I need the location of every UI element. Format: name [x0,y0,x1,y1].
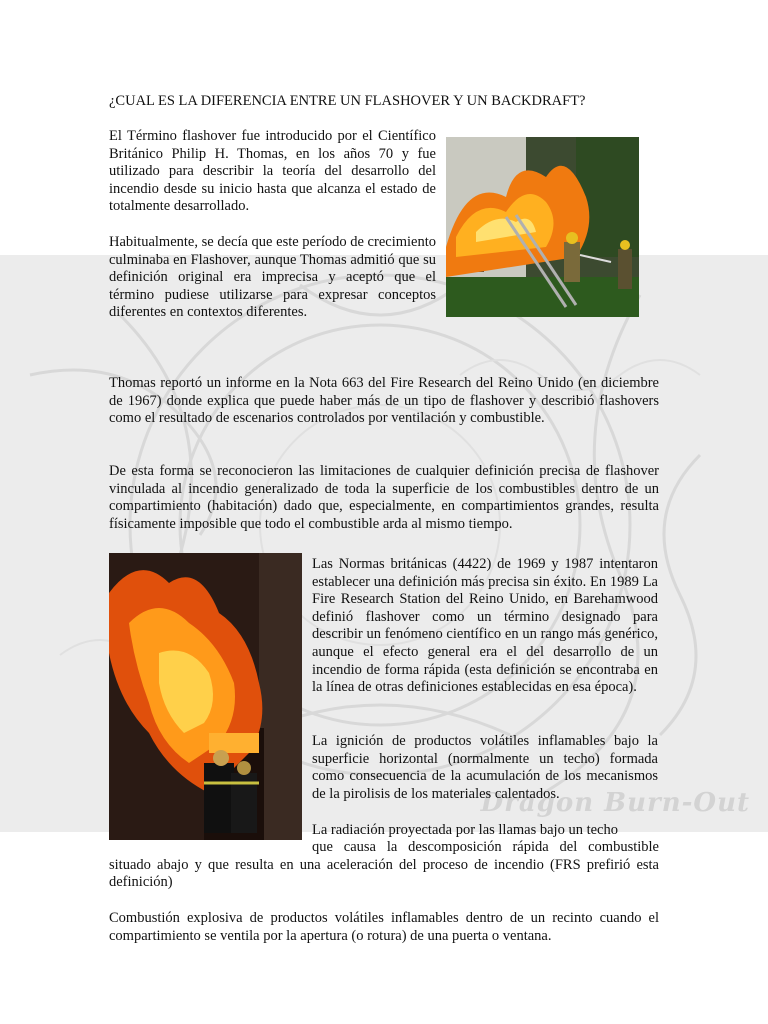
paragraph-2: Habitualmente, se decía que este período de crecimiento culminaba en Flashover, aunque Thomas admitió que su definición original era imprecisa y aceptó que el término pudiese utilizarse para expresar conceptos diferentes en contextos diferentes. [109,234,436,321]
paragraph-7-line-1: La radiación proyectada por las llamas bajo un techo [312,822,618,838]
paragraph-7-wrap [109,839,659,892]
paragraph-5: Las Normas británicas (4422) de 1969 y 1987 intentaron establecer una definición más precisa sin éxito. En 1989 La Fire Research Station del Reino Unido, en Barehamwood definió flashover como un término designado para describir un fenómeno científico en un rango más genérico, aunque el efecto general era el del desarrollo de un incendio de forma rápida (esta definición se encontraba en la línea de otras definiciones establecidas en esa época). [312,556,658,696]
paragraph-7-start [312,822,658,840]
watermark-text: Dragon Burn-Out [480,788,750,818]
page-title: ¿CUAL ES LA DIFERENCIA ENTRE UN FLASHOVER Y UN BACKDRAFT? [109,93,586,109]
paragraph-8: Combustión explosiva de productos volátiles inflamables dentro de un recinto cuando el compartimiento se ventila por la apertura (o rotura) de una puerta o ventana. [109,910,659,944]
paragraph-3: Thomas reportó un informe en la Nota 663 del Fire Research del Reino Unido (en diciembre de 1967) donde explica que puede haber más de un tipo de flashover y describió flashovers como el resultado de escenarios controlados por ventilación y combustible. [109,375,659,427]
paragraph-4: De esta forma se reconocieron las limitaciones de cualquier definición precisa de flashover vinculada al incendio generalizado de toda la superficie de los combustibles dentro de un compartimiento (habitación) dado que, especialmente, en compartimientos grandes, resulta físicamente imposible que todo el combustible arda al mismo tiempo. [109,463,659,532]
paragraph-7-rest: que causa la descomposición rápida del combustible situado abajo y que resulta en una aceleración del proceso de incendio (FRS prefirió esta definición) [109,839,659,891]
firefighters-house-fire-photo [446,137,639,317]
paragraph-1: El Término flashover fue introducido por el Científico Británico Philip H. Thomas, en los años 70 y fue utilizado para describir la teoría del desarrollo del incendio desde su inicio hasta que alcanza el estado de totalmente desarrollado. [109,128,436,215]
firefighters-window-fire-photo [109,553,302,840]
paragraph-6: La ignición de productos volátiles inflamables bajo la superficie horizontal (normalmente un techo) formada como consecuencia de la acumulación de los mecanismos de la pirolisis de los materiales calentados. [312,733,658,802]
